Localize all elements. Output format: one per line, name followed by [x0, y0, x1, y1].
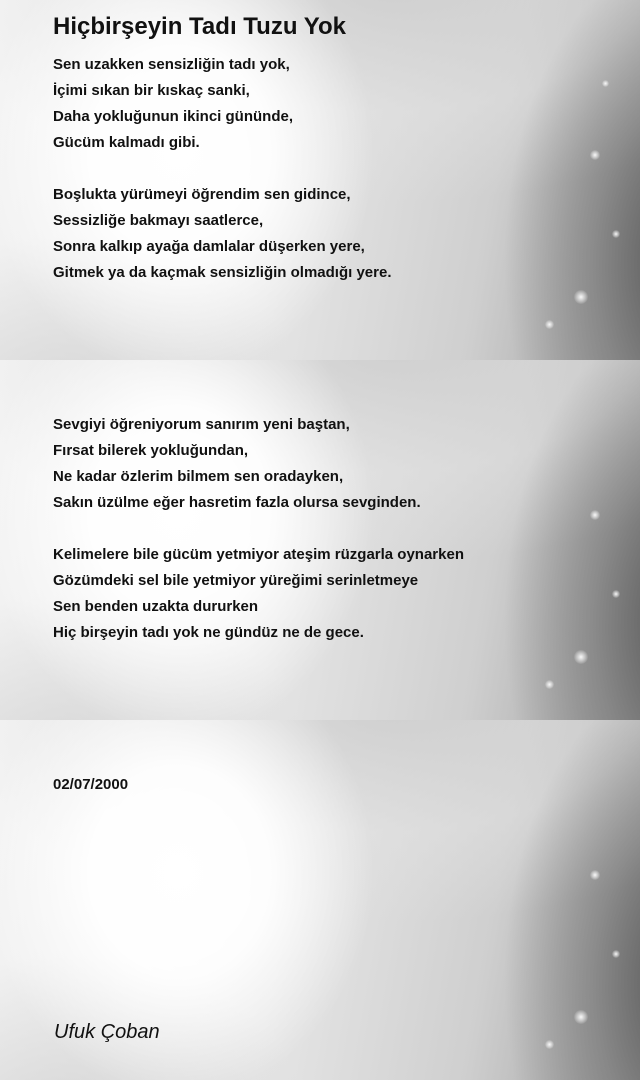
poem-author: Ufuk Çoban: [54, 1021, 160, 1043]
poem-line: Gözümdeki sel bile yetmiyor yüreğimi serinletmeye: [53, 572, 419, 589]
stanza-4: [53, 542, 464, 646]
sparkle-decoration: [574, 650, 588, 664]
poem-line: Fırsat bilerek yokluğundan,: [53, 442, 249, 459]
poem-line: Sakın üzülme eğer hasretim fazla olursa sevginden.: [53, 494, 421, 511]
sparkle-decoration: [612, 230, 620, 238]
poem-line: İçimi sıkan bir kıskaç sanki,: [53, 82, 250, 99]
poem-line: Sessizliğe bakmayı saatlerce,: [53, 212, 264, 229]
sparkle-decoration: [545, 680, 554, 689]
poem-line: Sonra kalkıp ayağa damlalar düşerken yere,: [53, 238, 365, 255]
sparkle-decoration: [574, 290, 588, 304]
poem-line: Sen benden uzakta dururken: [53, 598, 259, 615]
sparkle-decoration: [574, 1010, 588, 1024]
sparkle-decoration: [545, 1040, 554, 1049]
sparkle-decoration: [590, 870, 600, 880]
sparkle-decoration: [590, 510, 600, 520]
sparkle-decoration: [612, 590, 620, 598]
poem-line: Gitmek ya da kaçmak sensizliğin olmadığı yere.: [53, 264, 392, 281]
poem-panel-2: [0, 360, 640, 720]
poem-panel-3: [0, 720, 640, 1080]
poem-line: Sevgiyi öğreniyorum sanırım yeni baştan,: [53, 416, 350, 433]
stanza-1: [53, 52, 293, 156]
sparkle-decoration: [590, 150, 600, 160]
sparkle-decoration: [612, 950, 620, 958]
poem-line: Daha yokluğunun ikinci gününde,: [53, 108, 294, 125]
poem-line: Gücüm kalmadı gibi.: [53, 134, 200, 151]
stanza-3: [53, 412, 421, 516]
sparkle-decoration: [602, 80, 609, 87]
sparkle-decoration: [545, 320, 554, 329]
poem-line: Ne kadar özlerim bilmem sen oradayken,: [53, 468, 344, 485]
poem-title: Hiçbirşeyin Tadı Tuzu Yok: [53, 13, 346, 40]
poem-line: Sen uzakken sensizliğin tadı yok,: [53, 56, 290, 73]
poem-panel-1: [0, 0, 640, 360]
poem-line: Kelimelere bile gücüm yetmiyor ateşim rüzgarla oynarken: [53, 546, 464, 563]
poem-line: Hiç birşeyin tadı yok ne gündüz ne de gece.: [53, 624, 364, 641]
poem-line: Boşlukta yürümeyi öğrendim sen gidince,: [53, 186, 351, 203]
poem-date: 02/07/2000: [53, 776, 129, 793]
stanza-2: [53, 182, 391, 286]
